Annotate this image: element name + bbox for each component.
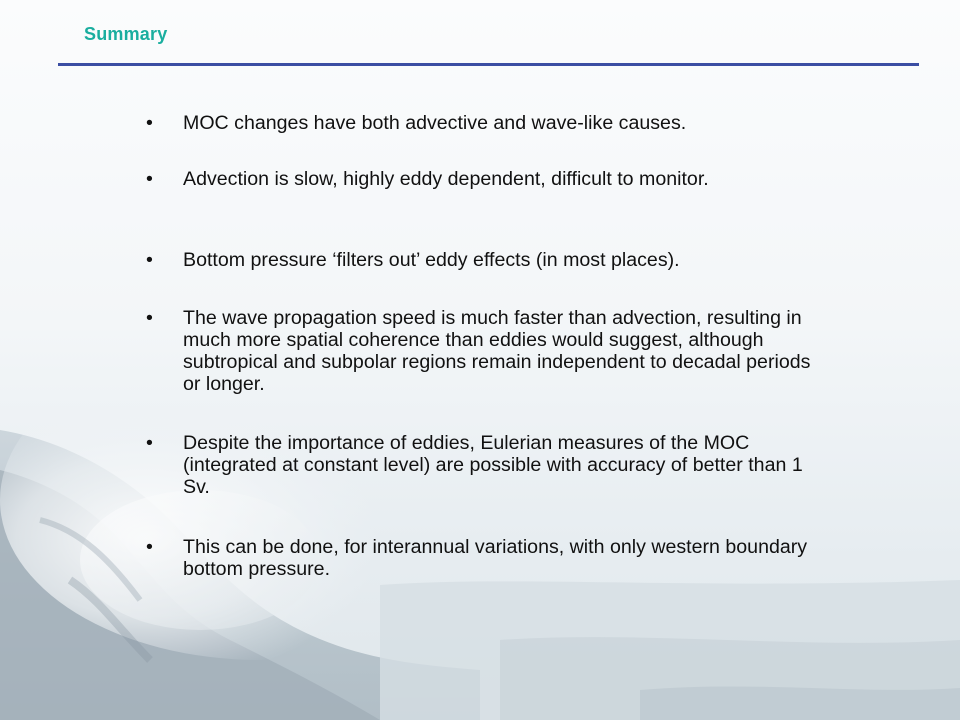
bullet-text: MOC changes have both advective and wave-like causes. <box>183 112 687 134</box>
bullet-icon: • <box>146 307 153 329</box>
bullet-icon: • <box>146 168 153 190</box>
bullet-icon: • <box>146 112 153 134</box>
bullet-text: Bottom pressure ‘filters out’ eddy effects (in most places). <box>183 249 680 271</box>
bullet-icon: • <box>146 536 153 558</box>
bullet-icon: • <box>146 249 153 271</box>
bullet-icon: • <box>146 432 153 454</box>
bullet-text: Advection is slow, highly eddy dependent, difficult to monitor. <box>183 168 709 190</box>
slide-title: Summary <box>84 24 168 44</box>
bullet-text: The wave propagation speed is much faster than advection, resulting in much more spatial coherence than eddies would suggest, although subtropical and subpolar regions remain independent to decadal periods or longer. <box>183 307 811 395</box>
bullet-text: This can be done, for interannual variations, with only western boundary bottom pressure. <box>183 536 808 580</box>
bullet-text: Despite the importance of eddies, Eulerian measures of the MOC (integrated at constant level) are possible with accuracy of better than 1 Sv. <box>183 432 803 498</box>
